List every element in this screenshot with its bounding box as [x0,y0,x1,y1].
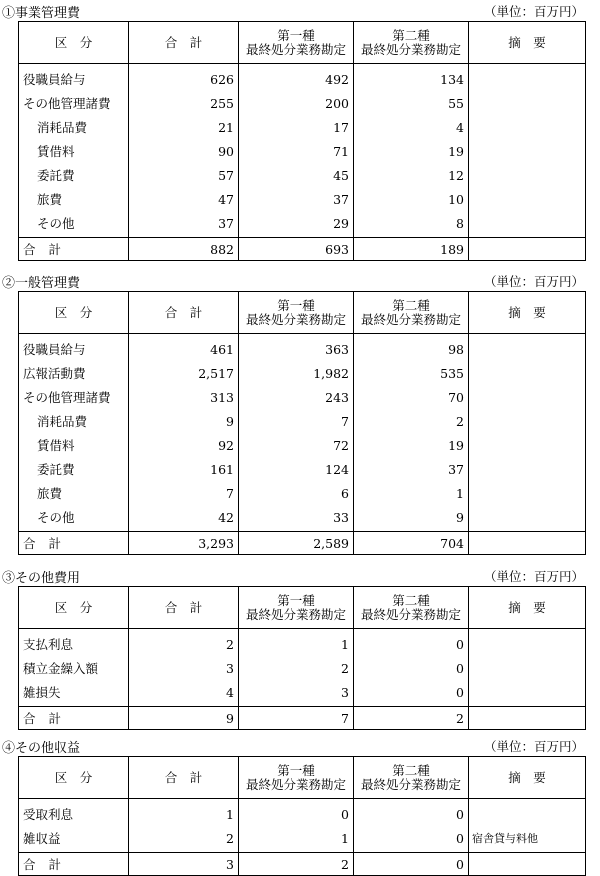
total-total: 3,293 [129,532,239,555]
total-first: 2,589 [239,532,354,555]
total-total: 9 [129,707,239,730]
total-row [19,853,586,876]
unit-label: （単位：百万円） [483,569,584,584]
header-first-account: 第一種 最終処分業務勘定 [239,587,354,629]
header-second-account: 第二種 最終処分業務勘定 [354,587,469,629]
row-note [469,64,586,92]
header-row [19,587,586,629]
table-row [19,334,586,362]
row-first: 37 [239,187,354,211]
row-total: 47 [129,187,239,211]
row-second: 1 [354,481,469,505]
row-first: 0 [239,799,354,827]
row-second: 19 [354,433,469,457]
row-second: 535 [354,361,469,385]
row-note [469,656,586,680]
row-first: 1 [239,826,354,853]
row-first: 124 [239,457,354,481]
row-note [469,115,586,139]
row-total: 626 [129,64,239,92]
row-first: 6 [239,481,354,505]
row-first: 7 [239,409,354,433]
row-label: 役職員給与 [19,334,129,362]
header-note: 摘 要 [469,292,586,334]
row-first: 1,982 [239,361,354,385]
table-row [19,91,586,115]
row-first: 17 [239,115,354,139]
unit-label: （単位：百万円） [483,4,584,19]
row-total: 4 [129,680,239,707]
header-row [19,292,586,334]
row-second: 0 [354,656,469,680]
total-first: 2 [239,853,354,876]
row-total: 2,517 [129,361,239,385]
total-note [469,853,586,876]
row-label: 広報活動費 [19,361,129,385]
row-second: 134 [354,64,469,92]
table-row [19,361,586,385]
row-note [469,680,586,707]
row-total: 9 [129,409,239,433]
table-row [19,629,586,657]
row-total: 21 [129,115,239,139]
row-second: 0 [354,799,469,827]
row-second: 55 [354,91,469,115]
row-label: 役職員給与 [19,64,129,92]
row-total: 42 [129,505,239,532]
row-note [469,799,586,827]
row-total: 2 [129,826,239,853]
row-total: 90 [129,139,239,163]
row-total: 161 [129,457,239,481]
total-second: 2 [354,707,469,730]
header-row [19,757,586,799]
table-row [19,433,586,457]
table-row [19,187,586,211]
row-second: 0 [354,826,469,853]
header-kubun: 区 分 [19,22,129,64]
row-note [469,481,586,505]
total-label: 合計 [19,238,129,261]
row-second: 0 [354,629,469,657]
row-label: 旅費 [19,481,129,505]
row-total: 2 [129,629,239,657]
table-row [19,799,586,827]
header-row [19,22,586,64]
row-note [469,457,586,481]
row-total: 3 [129,656,239,680]
row-label: 委託費 [19,457,129,481]
row-second: 12 [354,163,469,187]
row-label: 積立金繰入額 [19,656,129,680]
row-total: 461 [129,334,239,362]
total-second: 704 [354,532,469,555]
row-total: 313 [129,385,239,409]
header-total: 合 計 [129,757,239,799]
row-note: 宿舎貸与料他 [469,826,586,853]
table-row [19,385,586,409]
row-first: 363 [239,334,354,362]
row-label: 支払利息 [19,629,129,657]
row-first: 243 [239,385,354,409]
row-label: その他管理諸費 [19,91,129,115]
unit-label: （単位：百万円） [483,739,584,754]
row-first: 33 [239,505,354,532]
total-note [469,707,586,730]
row-first: 45 [239,163,354,187]
row-second: 98 [354,334,469,362]
section-title: ①事業管理費 [2,6,81,21]
total-note [469,238,586,261]
unit-label: （単位：百万円） [483,274,584,289]
header-second-account: 第二種 最終処分業務勘定 [354,757,469,799]
row-label: その他 [19,211,129,238]
row-label: 委託費 [19,163,129,187]
expense-table [18,586,586,730]
row-label: 雑収益 [19,826,129,853]
row-first: 71 [239,139,354,163]
section-title: ②一般管理費 [2,276,81,291]
total-note [469,532,586,555]
row-label: 賃借料 [19,433,129,457]
row-first: 29 [239,211,354,238]
row-first: 200 [239,91,354,115]
row-note [469,629,586,657]
total-second: 189 [354,238,469,261]
header-second-account: 第二種 最終処分業務勘定 [354,292,469,334]
row-second: 37 [354,457,469,481]
row-note [469,139,586,163]
table-row [19,409,586,433]
table-row [19,505,586,532]
section-title: ③その他費用 [2,571,81,586]
table-row [19,656,586,680]
expense-table [18,291,586,555]
total-total: 882 [129,238,239,261]
table-row [19,64,586,92]
row-note [469,433,586,457]
total-second: 0 [354,853,469,876]
row-label: 消耗品費 [19,115,129,139]
income-table [18,756,586,876]
total-row [19,707,586,730]
row-first: 1 [239,629,354,657]
header-note: 摘 要 [469,757,586,799]
header-first-account: 第一種 最終処分業務勘定 [239,292,354,334]
total-row [19,532,586,555]
table-row [19,457,586,481]
row-second: 10 [354,187,469,211]
row-note [469,211,586,238]
table-row [19,115,586,139]
row-second: 19 [354,139,469,163]
row-note [469,385,586,409]
table-row [19,139,586,163]
row-note [469,334,586,362]
header-total: 合 計 [129,292,239,334]
row-note [469,409,586,433]
row-label: 賃借料 [19,139,129,163]
table-row [19,680,586,707]
row-second: 0 [354,680,469,707]
total-label: 合計 [19,707,129,730]
header-first-account: 第一種 最終処分業務勘定 [239,22,354,64]
row-label: その他管理諸費 [19,385,129,409]
row-total: 255 [129,91,239,115]
row-note [469,361,586,385]
table-row [19,826,586,853]
row-note [469,187,586,211]
row-total: 1 [129,799,239,827]
row-second: 2 [354,409,469,433]
table-row [19,211,586,238]
row-note [469,91,586,115]
row-label: 雑損失 [19,680,129,707]
header-kubun: 区 分 [19,587,129,629]
row-total: 37 [129,211,239,238]
row-note [469,505,586,532]
section-title: ④その他収益 [2,741,81,756]
header-note: 摘 要 [469,587,586,629]
row-first: 492 [239,64,354,92]
total-row [19,238,586,261]
row-second: 9 [354,505,469,532]
header-first-account: 第一種 最終処分業務勘定 [239,757,354,799]
total-label: 合計 [19,532,129,555]
row-second: 8 [354,211,469,238]
row-total: 92 [129,433,239,457]
total-first: 7 [239,707,354,730]
header-note: 摘 要 [469,22,586,64]
header-second-account: 第二種 最終処分業務勘定 [354,22,469,64]
total-label: 合計 [19,853,129,876]
header-kubun: 区 分 [19,757,129,799]
row-total: 57 [129,163,239,187]
row-label: 消耗品費 [19,409,129,433]
row-label: その他 [19,505,129,532]
row-label: 受取利息 [19,799,129,827]
row-second: 70 [354,385,469,409]
expense-table [18,21,586,261]
row-second: 4 [354,115,469,139]
row-label: 旅費 [19,187,129,211]
row-first: 3 [239,680,354,707]
row-first: 72 [239,433,354,457]
row-first: 2 [239,656,354,680]
row-total: 7 [129,481,239,505]
header-kubun: 区 分 [19,292,129,334]
row-note [469,163,586,187]
total-first: 693 [239,238,354,261]
table-row [19,163,586,187]
header-total: 合 計 [129,587,239,629]
total-total: 3 [129,853,239,876]
header-total: 合 計 [129,22,239,64]
table-row [19,481,586,505]
